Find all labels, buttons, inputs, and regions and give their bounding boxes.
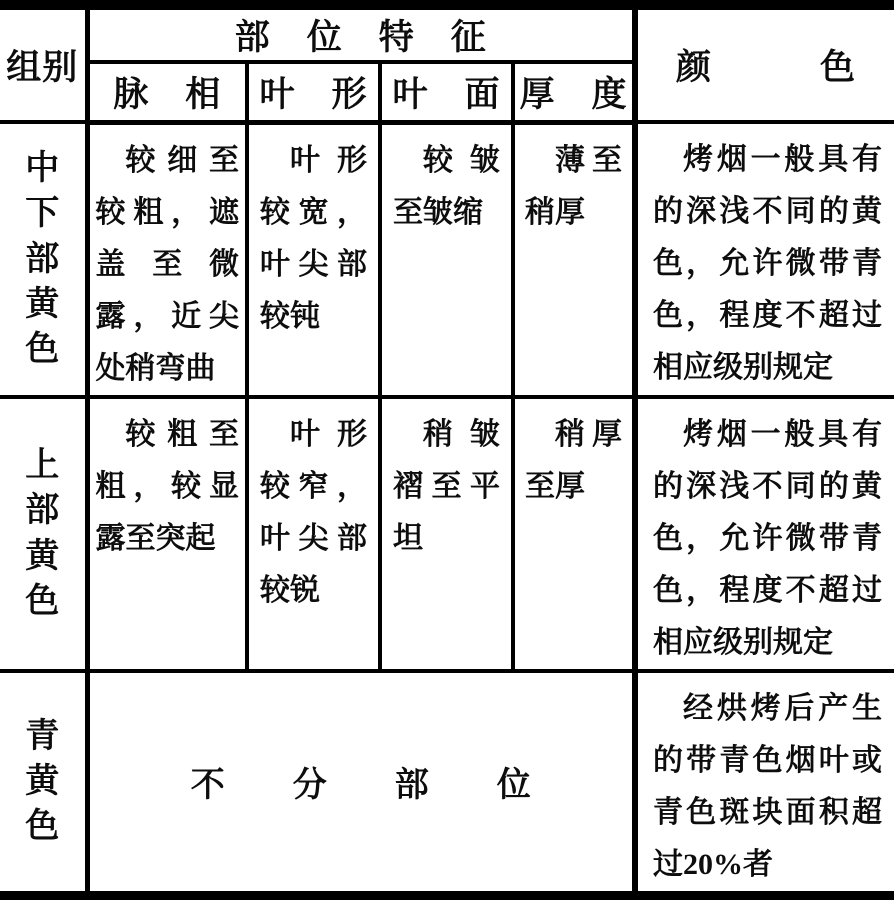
group-label-cell [0, 671, 87, 896]
header-row-top [0, 5, 894, 62]
header-group: 组别 [0, 5, 87, 122]
header-color: 颜 色 [635, 5, 894, 122]
color-text: 烤烟一般具有的深浅不同的黄色，允许微带青色，程度不超过相应级别规定 [653, 417, 883, 659]
cell-leaf-shape [247, 397, 380, 671]
vein-text: 较粗至粗，较显露至突起 [95, 417, 239, 555]
cell-color [635, 122, 894, 397]
cell-leaf-surface [380, 397, 513, 671]
cell-vein [87, 397, 247, 671]
cell-no-site [87, 671, 635, 896]
leaf-shape-text: 叶形较宽，叶尖部较钝 [260, 143, 367, 333]
leaf-shape-text: 叶形较窄，叶尖部较锐 [260, 417, 367, 607]
vein-text: 较细至较粗，遮盖至微露，近尖处稍弯曲 [95, 143, 239, 385]
group-label: 青黄色 [25, 717, 60, 846]
cell-thickness [513, 122, 635, 397]
header-thickness: 厚 度 [513, 62, 635, 122]
leaf-surface-text: 较皱至皱缩 [393, 143, 500, 229]
thickness-text: 薄至稍厚 [525, 143, 623, 229]
header-leaf-shape: 叶 形 [247, 62, 380, 122]
leaf-surface-text: 稍皱褶至平坦 [393, 417, 500, 555]
no-site-text: 不 分 部 位 [190, 767, 531, 804]
header-vein: 脉 相 [87, 62, 247, 122]
cell-thickness [513, 397, 635, 671]
group-label: 中下部黄色 [25, 150, 60, 369]
header-leaf-surface: 叶 面 [380, 62, 513, 122]
cell-leaf-surface [380, 122, 513, 397]
cell-leaf-shape [247, 122, 380, 397]
color-text: 烤烟一般具有的深浅不同的黄色，允许微带青色，程度不超过相应级别规定 [653, 143, 883, 384]
color-text: 经烘烤后产生的带青色烟叶或青色斑块面积超过20%者 [653, 691, 883, 881]
header-site-features: 部 位 特 征 [87, 5, 635, 62]
table-row [0, 671, 894, 896]
cell-color [635, 671, 894, 896]
group-label-cell [0, 122, 87, 397]
group-label-cell [0, 397, 87, 671]
table-row [0, 122, 894, 397]
table-row [0, 397, 894, 671]
cell-vein [87, 122, 247, 397]
thickness-text: 稍厚至厚 [525, 417, 623, 503]
cell-color [635, 397, 894, 671]
group-label: 上部黄色 [25, 447, 60, 620]
